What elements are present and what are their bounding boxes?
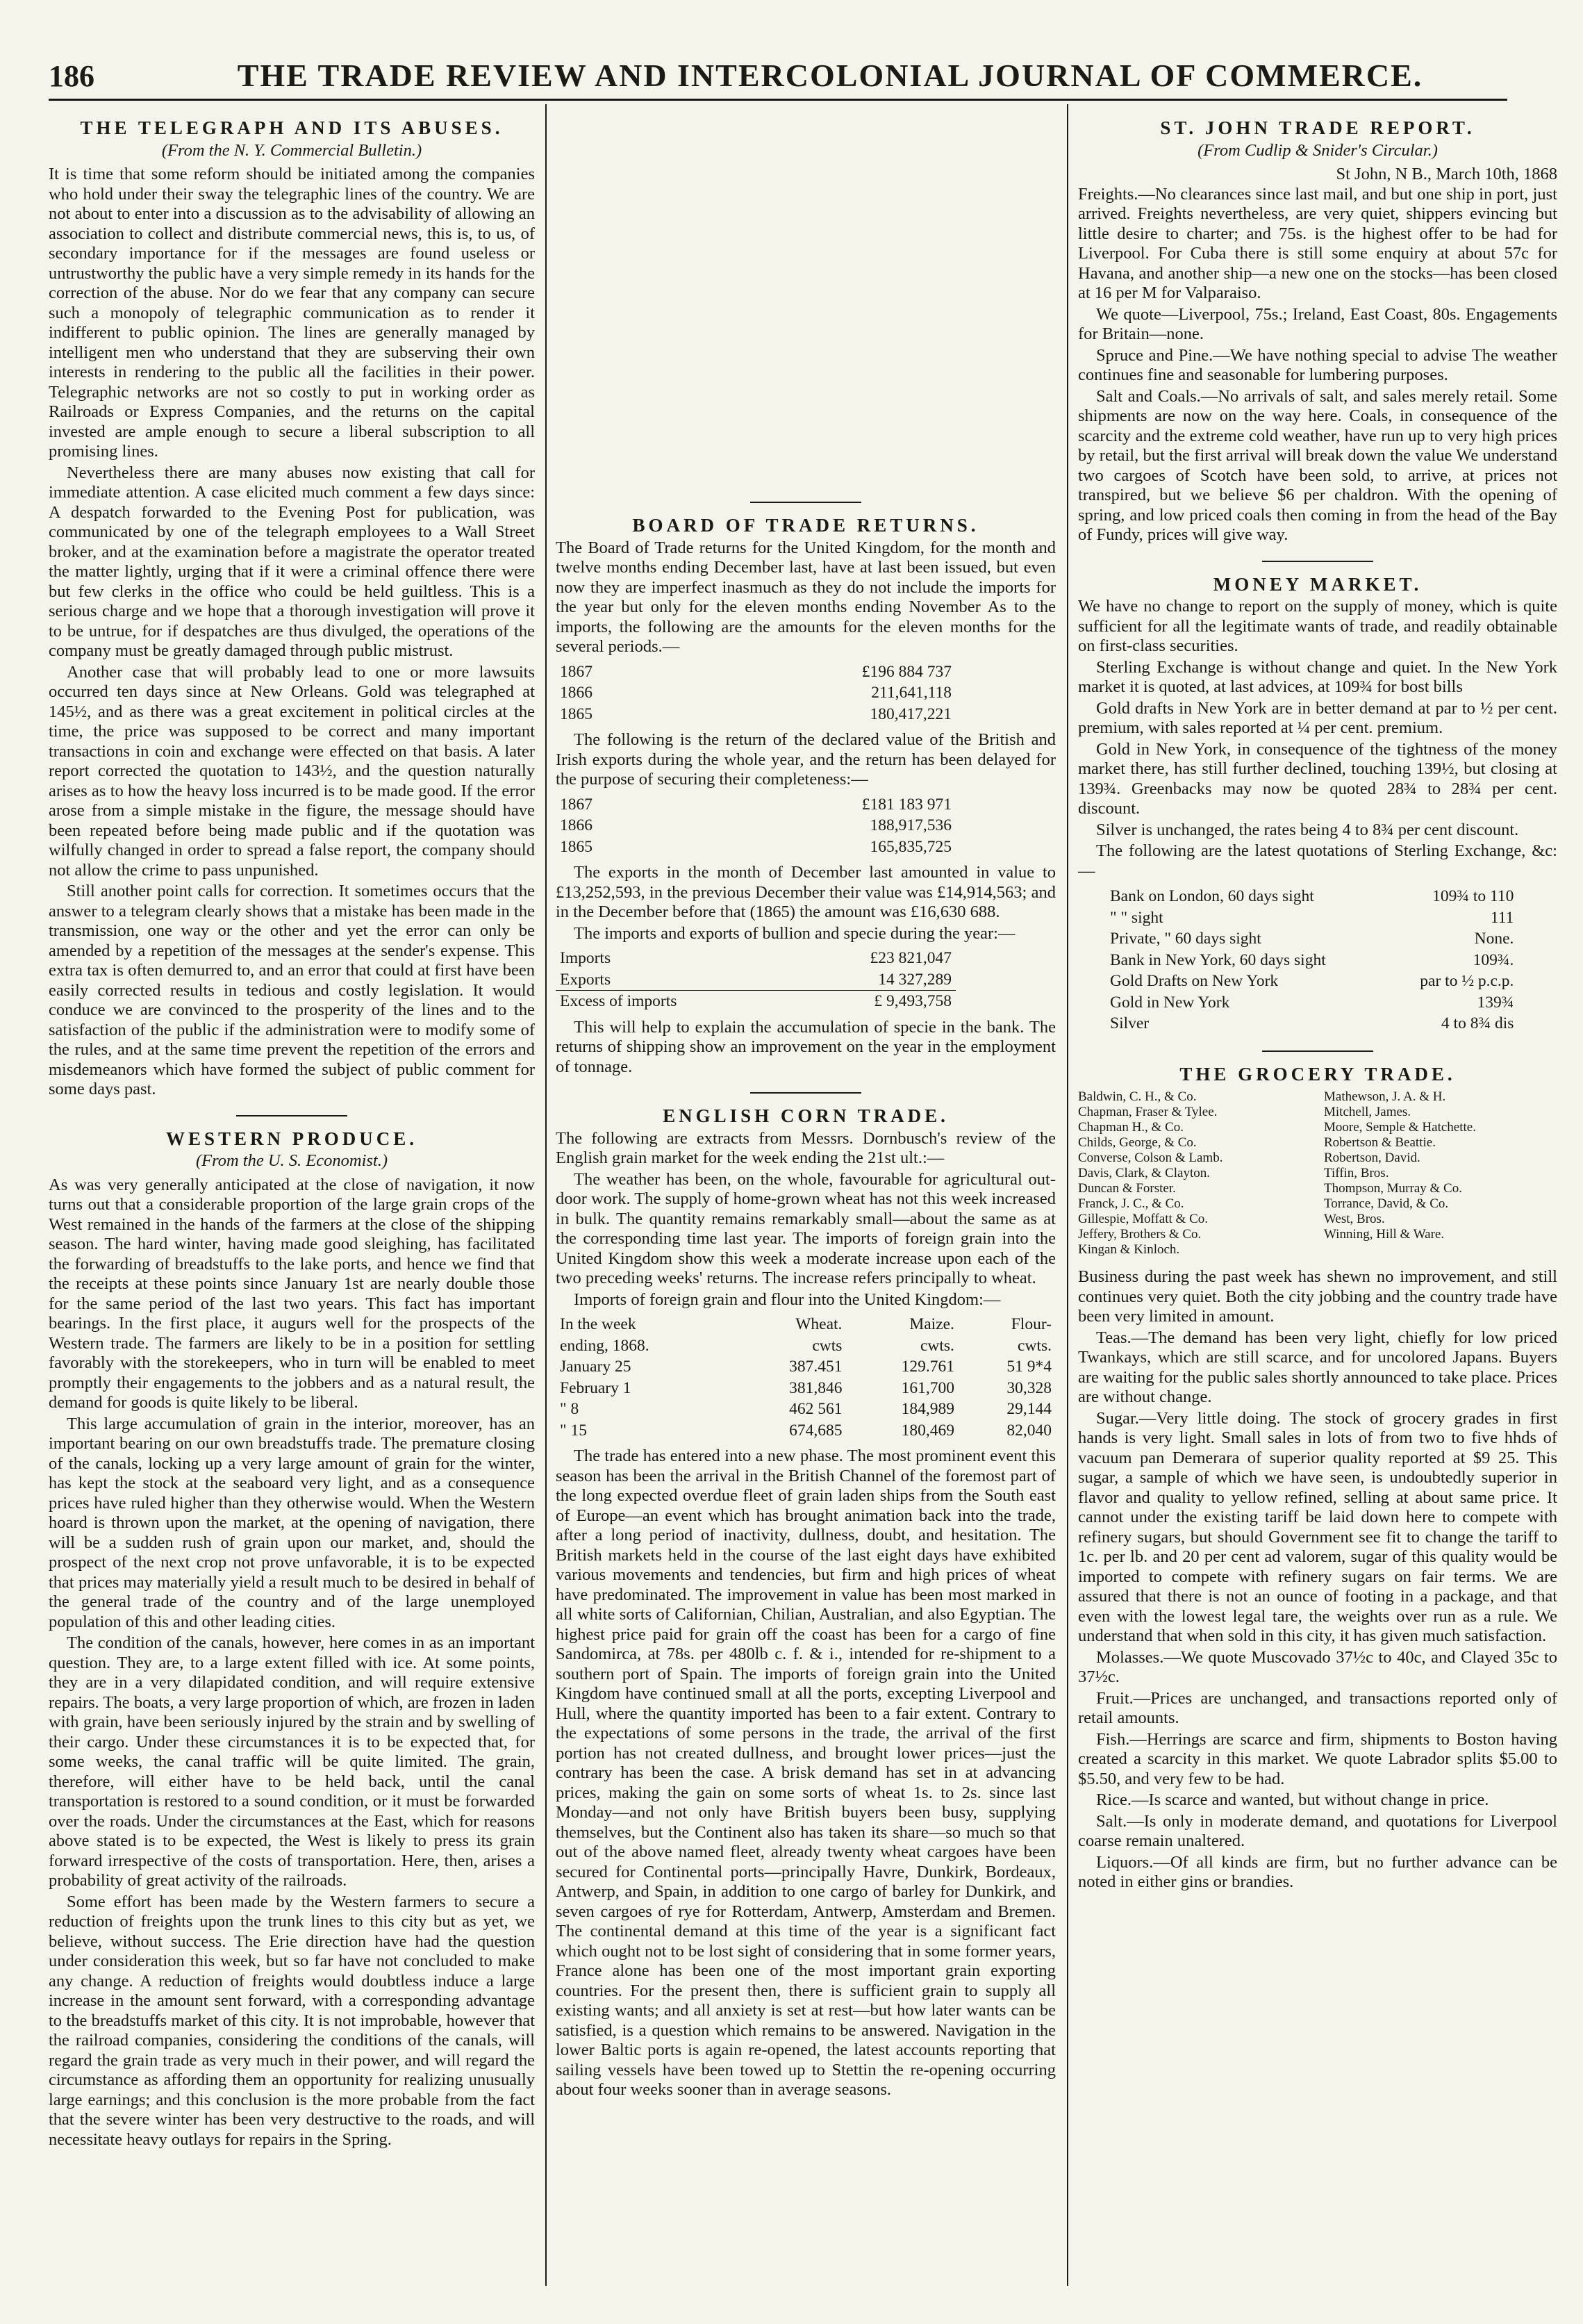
grocery-paragraph: Fruit.—Prices are unchanged, and transactions reported only of retail amounts. bbox=[1078, 1688, 1557, 1727]
money-heading: MONEY MARKET. bbox=[1213, 573, 1423, 595]
list-item: Mitchell, James. bbox=[1324, 1105, 1411, 1119]
section-divider bbox=[750, 1092, 861, 1094]
western-paragraph: As was very generally anticipated at the close of navigation, it now turns out that a considerable proportion of the large grain crops of the West remained in the hands of the farmers at the close of the shipping season. The hard winter, having made good sleighing, has facilitated the forwarding of breadstuffs to the lake ports, and hence we find that the receipts at these points since January 1st are nearly double those for the same period of the last two years. This fact has important bearings. In the first place, it augurs well for the prospects of the Western trade. The farmers are likely to be in a position for settling favorably with the storekeepers, who in turn will be enabled to meet promptly their engagements to the jobbers and as a natural result, the demand for goods is quite likely to be liberal. bbox=[49, 1175, 535, 1412]
stjohn-paragraph: Freights.—No clearances since last mail, and but one ship in port, just arrived. Freights nevertheless, are very quiet, shippers evincing but little desire to charter; and 75s. is the highest offer to be had for Liverpool. For Cuba there is still some enquiry at about 57c for Havana, and another ship—a new one on the stocks—has been closed at 16 per M for Valparaiso. bbox=[1078, 184, 1557, 302]
column-1 bbox=[49, 113, 535, 2151]
list-item: Childs, George, & Co. bbox=[1078, 1135, 1197, 1150]
western-paragraph: Some effort has been made by the Western farmers to secure a reduction of freights upon the trunk lines to this city but as yet, we believe, without success. The Erie direction have had the question under consideration this week, but so far have not concluded to make any change. A reduction of freights would doubtless induce a large increase in the amount sent forward, with a corresponding advantage to the breadstuffs market of this city. It is not improbable, however that the railroad companies, considering the conditions of the canals, will regard the grain trade as very much in their power, and will regard the circumstance as affording them an opportunity for realizing unusually large earnings; and this conclusion is the more probable from the fact that the severe winter has been very destructive to the roads, and will necessitate heavy outlays for repairs in the Spring. bbox=[49, 1892, 535, 2149]
board-december: The exports in the month of December last amounted in value to £13,252,593, in the previous December their value was £14,914,563; and in the December before that (1865) the amount was £16,630 688. bbox=[556, 863, 1056, 921]
stjohn-source: (From Cudlip & Snider's Circular.) bbox=[1197, 140, 1438, 160]
masthead bbox=[49, 54, 1507, 101]
table-row: Bank on London, 60 days sight 109¾ to 110 bbox=[1110, 887, 1514, 905]
money-paragraph: We have no change to report on the supply of money, which is quite sufficient for all the legitimate wants of trade, and readily obtainable on first-class securities. bbox=[1078, 597, 1557, 655]
list-item: Thompson, Murray & Co. bbox=[1324, 1181, 1462, 1196]
exports-table bbox=[556, 794, 956, 858]
table-row: Private, " 60 days sight None. bbox=[1110, 930, 1514, 948]
table-row: February 1 381,846 161,700 30,328 bbox=[560, 1378, 1052, 1397]
corn-table-intro: Imports of foreign grain and flour into the United Kingdom:— bbox=[574, 1289, 1001, 1309]
grain-imports-table bbox=[556, 1314, 1056, 1441]
corn-paragraph: The trade has entered into a new phase. The most prominent event this season has been the arrival in the British Channel of the foremost part of the long expected overdue fleet of grain laden ships from the South east of Europe—an event which has brought animation back into the trade, after a long period of inactivity, dullness, doubt, and hesitation. The British markets held in the course of the last eight days have exhibited various movements and tendencies, but firm and high prices of wheat have predominated. The improvement in value has been most marked in all white sorts of Californian, Chilian, Australian, and also Egyptian. The highest price paid for grain off the coast has been for a cargo of fine Sandomirca, at 78s. per 480lb c. f. & i., intended for re-shipment to a southern port of Spain. The imports of foreign grain into the United Kingdom have continued small at all the ports, excepting Liverpool and Hull, where the quantity imported has been to a fair extent. Contrary to the expectations of some persons in the trade, the arrival of the first portion has not created dullness, and brought lower prices—just the contrary has been the case. A brisk demand has set in at advancing prices, making the gain on some sorts of wheat 1s. to 2s. since last Monday—and not only have British buyers been busy, supplying themselves, but the Continent also has taken its share—so much so that out of the above named fleet, already twenty wheat cargoes have been secured for Continental ports—principally Havre, Dunkirk, Bordeaux, Antwerp, and Spain, in addition to one cargo of barley for Dunkirk, and seven cargoes of rye for Rotterdam, Antwerp, Amsterdam and Bremen. The continental demand at this time of the year is a significant fact which ought not to be lost sight of considering that in some former years, France alone has been one of the most important grain exporting countries. For the present then, there is sufficient grain to supply all existing wants; and all anxiety is set at rest—but how later wants can be satisfied, is a question which remains to be answered. Navigation in the lower Baltic ports is again re-opened, the latest accounts reporting that sailing vessels have been towed up to Stettin the re-opening occurring about four weeks sooner than in average seasons. bbox=[556, 1447, 1056, 2099]
table-subhead: ending, 1868. cwts cwts. cwts. bbox=[560, 1336, 1052, 1355]
western-heading: WESTERN PRODUCE. bbox=[165, 1128, 418, 1149]
firms-right bbox=[1324, 1089, 1557, 1258]
grocery-paragraph: Sugar.—Very little doing. The stock of grocery grades in first hands is very light. Small sales in lots of from two to five hhds of vacuum pan Demerara of superior quality reported at $9 25. This sugar, a sample of which we have seen, is undoubtedly superior in flavor and quality to yellow refined, selling at about same price. It cannot under the existing tariff be laid down here to compete with refinery sugars, but should Government see fit to change the tariff to 1c. per lb. and 20 per cent ad valorem, sugar of this quality would be imported to compete with refinery sugars on fair terms. We are assured that there is not an ounce of footing in a package, and that even with the lowest legal tare, the weights over run as a rule. We understand that when sold in this city, it has given much satisfaction. bbox=[1078, 1408, 1557, 1645]
table-row: Bank in New York, 60 days sight 109¾. bbox=[1110, 950, 1514, 969]
grocery-paragraph: Salt.—Is only in moderate demand, and quotations for Liverpool coarse remain unaltered. bbox=[1078, 1811, 1557, 1850]
western-paragraph: This large accumulation of grain in the interior, moreover, has an important bearing on our own breadstuffs trade. The premature closing of the canals, locking up a very large amount of grain for the winter, has kept the stock at the seaboard very light, and as a consequence prices have ruled higher than they otherwise would. When the Western hoard is thrown upon the market, at the opening of navigation, there will be a sudden rush of grain upon our market, and, should the prospect of the next crop not prove unfavorable, it is to be expected that prices may materially yield a result much to be desired in behalf of the general trade of the country and of the large unemployed population of this and other leading cities. bbox=[49, 1414, 535, 1631]
list-item: Kingan & Kinloch. bbox=[1078, 1242, 1180, 1257]
money-paragraph: Silver is unchanged, the rates being 4 to 8¾ per cent discount. bbox=[1096, 820, 1519, 839]
grocery-firms bbox=[1078, 1089, 1557, 1258]
western-paragraph: The condition of the canals, however, here comes in as an important question. They are, to a large extent filled with ice. At some points, they are in a very dilapidated condition, and will require extensive repairs. The boats, a very large proportion of which, are frozen in laden with grain, have been seriously injured by the strain and by swelling of their cargo. Under these circumstances it is to be expected that, for some weeks, the canal traffic will be quite limited. The grain, therefore, will either have to be held back, until the canal transportation is restored to a sound condition, or it must be forwarded over the roads. Under the circumstances at the East, which for reasons above stated is to be expected, the West is likely to press its grain forward irrespective of the costs of transportation. Here, then, arises a probability of great activity of the railroads. bbox=[49, 1633, 535, 1890]
telegraph-heading: THE TELEGRAPH AND ITS ABUSES. bbox=[80, 117, 504, 138]
table-row: Gold Drafts on New York par to ½ p.c.p. bbox=[1110, 972, 1514, 990]
list-item: Moore, Semple & Hatchette. bbox=[1324, 1120, 1476, 1135]
table-row: 1865 180,417,221 bbox=[560, 704, 952, 723]
column-rule bbox=[545, 104, 547, 2286]
telegraph-paragraph: Nevertheless there are many abuses now existing that call for immediate attention. A case elicited much comment a few days since: A despatch forwarded to the Evening Post for publication, was communicated by one of the telegraph employees to a Wall Street broker, and at the examination before a magistrate the operator treated the matter lightly, urging that if it were a criminal offence there were but few clerks in the office who could be held guiltless. This is a serious charge and we hope that a thorough investigation will prove it to be untrue, for if despatches are thus divulged, the operations of the company must be greatly damaged through public mistrust. bbox=[49, 463, 535, 660]
list-item: Robertson & Beattie. bbox=[1324, 1135, 1436, 1150]
corn-paragraph: The weather has been, on the whole, favourable for agricultural out-door work. The supply of home-grown wheat has not this week increased in bulk. The quantity remains remarkably small—about the same as at the corresponding time last year. The imports of foreign grain into the United Kingdom show this week a moderate increase upon each of the two preceding weeks' returns. The increase refers principally to wheat. bbox=[556, 1169, 1056, 1287]
table-row: Imports £23 821,047 bbox=[560, 949, 952, 967]
board-intro: The Board of Trade returns for the United Kingdom, for the month and twelve months ending December last, have at last been issued, but even now they are imperfect inasmuch as they do not include the imports for the year but only for the eleven months ending November As to the imports, the following are the amounts for the eleven months for the several periods.— bbox=[556, 538, 1056, 656]
list-item: Chapman H., & Co. bbox=[1078, 1120, 1184, 1135]
table-head: In the week Wheat. Maize. Flour- bbox=[560, 1315, 1052, 1333]
table-row: 1867 £181 183 971 bbox=[560, 795, 952, 814]
corn-heading: ENGLISH CORN TRADE. bbox=[663, 1105, 949, 1126]
table-row: Gold in New York 139¾ bbox=[1110, 993, 1514, 1012]
grocery-paragraph: Liquors.—Of all kinds are firm, but no further advance can be noted in either gins or brandies. bbox=[1078, 1852, 1557, 1891]
table-row: " " sight 111 bbox=[1110, 908, 1514, 927]
column-2 bbox=[556, 113, 1056, 2102]
list-item: Jeffery, Brothers & Co. bbox=[1078, 1227, 1202, 1242]
column-rule bbox=[1067, 104, 1068, 2286]
money-paragraph: Gold in New York, in consequence of the tightness of the money market there, has still further declined, touching 139½, but closing at 139¾. Greenbacks may now be quoted 28¾ to 28¾ per cent. discount. bbox=[1078, 739, 1557, 818]
list-item: Mathewson, J. A. & H. bbox=[1324, 1089, 1446, 1104]
grocery-paragraph: Business during the past week has shewn no improvement, and still continues very quiet. Both the city jobbing and the country trade have been very limited in amount. bbox=[1078, 1267, 1557, 1326]
table-row: Excess of imports £ 9,493,758 bbox=[556, 991, 956, 1012]
list-item: West, Bros. bbox=[1324, 1212, 1385, 1226]
list-item: Baldwin, C. H., & Co. bbox=[1078, 1089, 1197, 1104]
journal-title: THE TRADE REVIEW AND INTERCOLONIAL JOURNAL OF COMMERCE. bbox=[237, 58, 1423, 93]
stjohn-dateline: St John, N B., March 10th, 1868 bbox=[1336, 165, 1557, 183]
corn-intro: The following are extracts from Messrs. Dornbusch's review of the English grain market for the week ending the 21st ult.:— bbox=[556, 1128, 1056, 1167]
list-item: Franck, J. C., & Co. bbox=[1078, 1196, 1184, 1211]
table-row: Exports 14 327,289 bbox=[560, 970, 952, 989]
grocery-paragraph: Teas.—The demand has been very light, chiefly for low priced Twankays, which are still scarce, and for uncolored Japans. Buyers are waiting for the public sales shortly announced to take place. Prices are without change. bbox=[1078, 1328, 1557, 1406]
board-exports-intro: The following is the return of the declared value of the British and Irish exports during the whole year, and the return has been delayed for the purpose of securing their completeness:— bbox=[556, 730, 1056, 789]
column-3 bbox=[1078, 113, 1557, 1894]
stjohn-paragraph: We quote—Liverpool, 75s.; Ireland, East Coast, 80s. Engagements for Britain—none. bbox=[1078, 304, 1557, 343]
money-paragraph: Sterling Exchange is without change and quiet. In the New York market it is quoted, at last advices, at 109¾ for bost bills bbox=[1078, 657, 1557, 696]
section-divider bbox=[1262, 1050, 1373, 1052]
list-item: Duncan & Forster. bbox=[1078, 1181, 1176, 1196]
table-row: 1865 165,835,725 bbox=[560, 837, 952, 856]
imports-table bbox=[556, 661, 956, 725]
grocery-heading: THE GROCERY TRADE. bbox=[1179, 1063, 1456, 1085]
table-row: January 25 387.451 129.761 51 9*4 bbox=[560, 1358, 1052, 1376]
table-row: 1866 188,917,536 bbox=[560, 816, 952, 834]
list-item: Davis, Clark, & Clayton. bbox=[1078, 1166, 1210, 1180]
grocery-paragraph: Molasses.—We quote Muscovado 37½c to 40c, and Clayed 35c to 37½c. bbox=[1078, 1647, 1557, 1686]
table-row: 1867 £196 884 737 bbox=[560, 662, 952, 681]
money-paragraph: Gold drafts in New York are in better demand at par to ½ per cent. premium, with sales reported at ¼ per cent. premium. bbox=[1078, 698, 1557, 737]
telegraph-paragraph: It is time that some reform should be initiated among the companies who hold under their sway the telegraphic lines of the country. We are not about to enter into a discussion as to the advisability of allowing an association to collect and distribute commercial news, this is, to us, of secondary importance for if the messages are found useless or untrustworthy the public have a very simple remedy in its hands for the correction of the abuse. Nor do we fear that any company can secure such a monopoly of telegraphic communication as to render it indifferent to public opinion. The lines are generally managed by intelligent men who understand that they are subserving their own interests in rendering to the public all the facilities in their power. Telegraphic networks are not so costly to put in working order as Railroads or Express Companies, and the returns on the capital invested are ample enough to secure a liberal subscription to all promising lines. bbox=[49, 165, 535, 461]
table-row: Silver 4 to 8¾ dis bbox=[1110, 1014, 1514, 1032]
grocery-paragraph: Rice.—Is scarce and wanted, but without change in price. bbox=[1096, 1790, 1489, 1809]
list-item: Robertson, David. bbox=[1324, 1151, 1420, 1165]
western-source: (From the U. S. Economist.) bbox=[195, 1151, 388, 1170]
firms-left bbox=[1078, 1089, 1311, 1258]
list-item: Converse, Colson & Lamb. bbox=[1078, 1151, 1223, 1165]
list-item: Gillespie, Moffatt & Co. bbox=[1078, 1212, 1208, 1226]
telegraph-paragraph: Another case that will probably lead to one or more lawsuits occurred ten days since at New Orleans. Gold was telegraphed at 145½, and as there was a great excitement in political circles at the time, the price was supposed to be correct and many important transactions in coin and exchange were effected on that basis. A later report corrected the quotation to 143½, and the question naturally arises as to how the heavy loss incurred is to be made good. If the error arose from a simple mistake in the figure, the message should have been repeated before being made public and if the quotation was wilfully changed in order to spread a false report, the company should not allow the crime to pass unpunished. bbox=[49, 662, 535, 880]
list-item: Torrance, David, & Co. bbox=[1324, 1196, 1449, 1211]
section-divider bbox=[236, 1115, 347, 1116]
telegraph-paragraph: Still another point calls for correction. It sometimes occurs that the answer to a telegram clearly shows that a mistake has been made in the transmission, one way or the other and yet the error can only be amended by a repetition of the messages at the sender's expense. This extra tax is often demurred to, and an error that could at first have been easily corrected results in tedious and costly legislation. It would conduce we are convinced to the prosperity of the lines and to the satisfaction of the public if the administration were to modify some of the rules, and at the same time prevent the repetition of the errors and misdemeanors which have formed the subject of public comment for some days past. bbox=[49, 882, 535, 1098]
bullion-table bbox=[556, 948, 956, 1012]
list-item: Chapman, Fraser & Tylee. bbox=[1078, 1105, 1218, 1119]
telegraph-source: (From the N. Y. Commercial Bulletin.) bbox=[161, 140, 422, 160]
board-heading: BOARD OF TRADE RETURNS. bbox=[632, 515, 979, 536]
section-divider bbox=[750, 502, 861, 503]
grocery-paragraph: Fish.—Herrings are scarce and firm, shipments to Boston having created a scarcity in this market. We quote Labrador splits $5.00 to $5.50, and very few to be had. bbox=[1078, 1729, 1557, 1788]
stjohn-paragraph: Spruce and Pine.—We have nothing special to advise The weather continues fine and seasonable for lumbering purposes. bbox=[1078, 345, 1557, 384]
table-row: " 8 462 561 184,989 29,144 bbox=[560, 1400, 1052, 1418]
table-row: " 15 674,685 180,469 82,040 bbox=[560, 1421, 1052, 1440]
exchange-quotes bbox=[1106, 885, 1518, 1035]
list-item: Winning, Hill & Ware. bbox=[1324, 1227, 1445, 1242]
money-paragraph: The following are the latest quotations of Sterling Exchange, &c:— bbox=[1078, 841, 1557, 880]
section-divider bbox=[1262, 561, 1373, 562]
list-item: Tiffin, Bros. bbox=[1324, 1166, 1389, 1180]
stjohn-heading: ST. JOHN TRADE REPORT. bbox=[1160, 117, 1475, 138]
page-number: 186 bbox=[49, 59, 94, 93]
board-closing: This will help to explain the accumulation of specie in the bank. The returns of shipping show an improvement on the year in the employment of tonnage. bbox=[556, 1017, 1056, 1076]
table-row: 1866 211,641,118 bbox=[560, 684, 952, 702]
stjohn-paragraph: Salt and Coals.—No arrivals of salt, and sales merely retail. Some shipments are now on the way here. Coals, in consequence of the scarcity and the extreme cold weather, have run up to very high prices by retail, but the first arrival will break down the value We understand two cargoes of Scotch have been sold, to arrive, at prices not transpired, but we believe $6 per chaldron. With the opening of spring, and low priced coals then coming in from the head of the Bay of Fundy, prices will give way. bbox=[1078, 386, 1557, 544]
board-bullion-intro: The imports and exports of bullion and specie during the year:— bbox=[574, 923, 1016, 943]
